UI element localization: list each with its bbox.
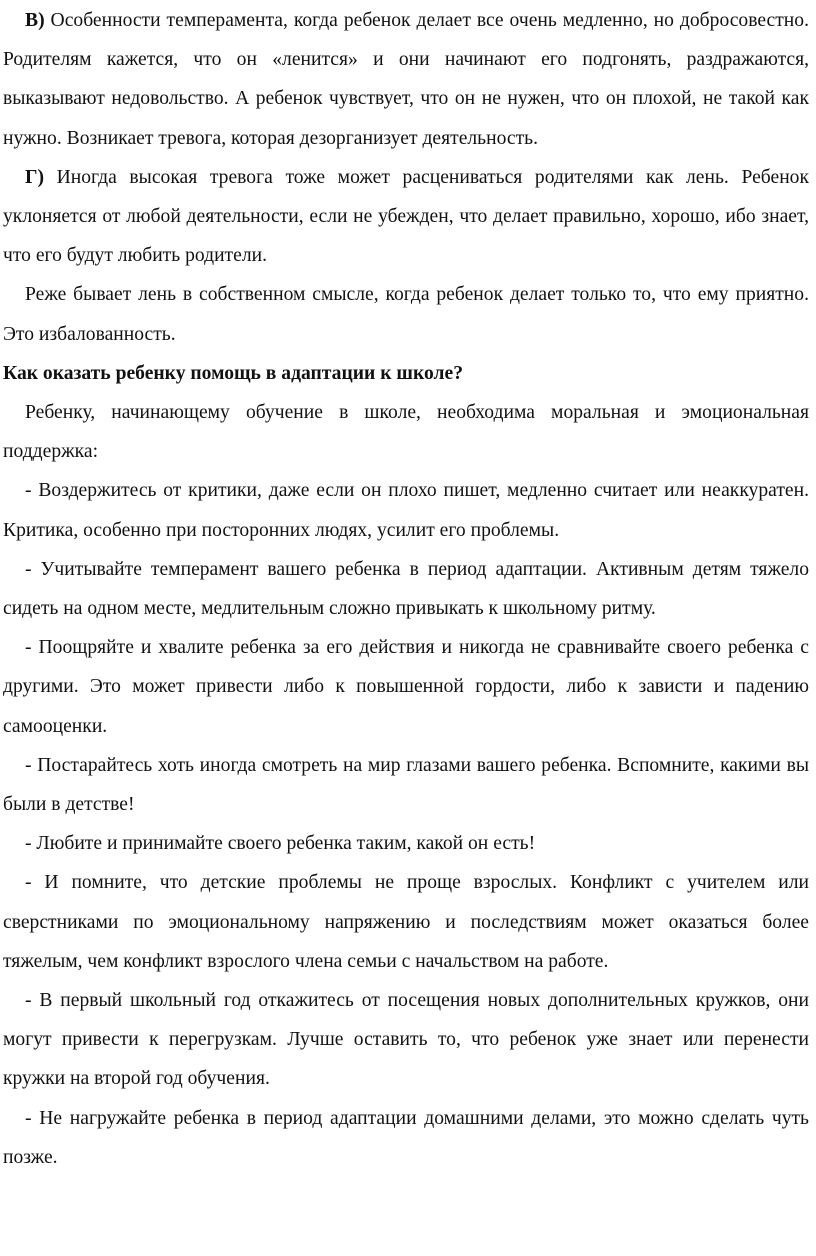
paragraph-intro: Ребенку, начинающему обучение в школе, необходима моральная и эмоциональная поддержка: (3, 402, 809, 463)
paragraph-laziness: Реже бывает лень в собственном смысле, когда ребенок делает только то, что ему приятно. Это избалованность. (3, 284, 809, 345)
tip-item: - В первый школьный год откажитесь от посещения новых дополнительных кружков, они могут привести к перегрузкам. Лучше оставить то, что ребенок уже знает или перенести кружки на второй год обучения. (3, 990, 809, 1090)
tip-item: - Не нагружайте ребенка в период адаптации домашними делами, это можно сделать чуть позже. (3, 1107, 809, 1168)
tip-item: - Воздержитесь от критики, даже если он плохо пишет, медленно считает или неаккуратен. Критика, особенно при посторонних людях, усилит его проблемы. (3, 480, 809, 541)
paragraph-marker: В) (25, 10, 45, 31)
paragraph-text: Особенности темперамента, когда ребенок делает все очень медленно, но добросовестно. Родителям кажется, что он «ленится» и они начинают его подгонять, раздражаются, выказывают недовольство. А ребенок чувствует, что он не нужен, что он плохой, не такой как нужно. Возникает тревога, которая дезорганизует деятельность. (3, 10, 809, 149)
tip-item: - Поощряйте и хвалите ребенка за его действия и никогда не сравнивайте своего ребенка с другими. Это может привести либо к повышенной гордости, либо к зависти и падению самооценки. (3, 637, 809, 737)
document-page (0, 1, 816, 1256)
paragraph-g (3, 158, 809, 276)
section-heading: Как оказать ребенку помощь в адаптации к школе? (3, 362, 464, 384)
tip-item: - Учитывайте темперамент вашего ребенка в период адаптации. Активным детям тяжело сидеть на одном месте, медлительным сложно привыкать к школьному ритму. (3, 558, 809, 620)
tip-item: - Постарайтесь хоть иногда смотреть на мир глазами вашего ребенка. Вспомните, какими вы были в детстве! (3, 754, 809, 816)
tip-item: - Любите и принимайте своего ребенка таким, какой он есть! (25, 833, 536, 855)
paragraph-v (3, 1, 809, 158)
paragraph-marker: Г) (25, 166, 44, 188)
paragraph-text: Иногда высокая тревога тоже может расцениваться родителями как лень. Ребенок уклоняется от любой деятельности, если не убежден, что делает правильно, хорошо, ибо знает, что его будут любить родители. (3, 166, 809, 267)
tip-item: - И помните, что детские проблемы не проще взрослых. Конфликт с учителем или сверстниками по эмоциональному напряжению и последствиям может оказаться более тяжелым, чем конфликт взрослого члена семьи с начальством на работе. (3, 872, 809, 972)
